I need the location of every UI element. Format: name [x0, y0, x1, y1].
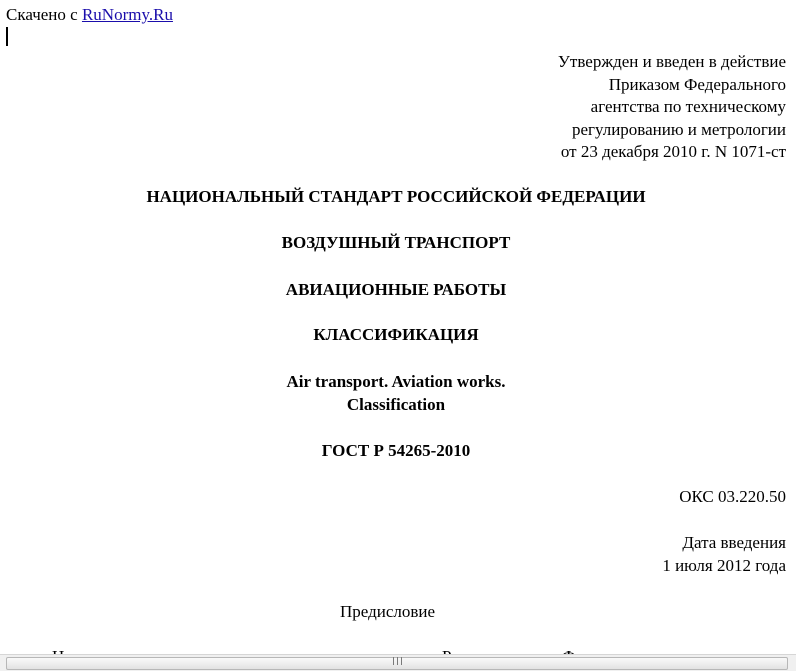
approval-block — [558, 51, 786, 164]
approval-line: от 23 декабря 2010 г. N 1071-ст — [560, 142, 786, 162]
source-line — [6, 5, 173, 25]
intro-date-value: 1 июля 2012 года — [662, 556, 786, 575]
approval-line: Утвержден и введен в действие — [557, 52, 786, 71]
english-title-line2: Classification — [346, 395, 446, 414]
text-cursor — [6, 27, 8, 46]
standard-part: КЛАССИФИКАЦИЯ — [313, 325, 479, 344]
horizontal-scrollbar[interactable] — [0, 654, 796, 671]
standard-subject: ВОЗДУШНЫЙ ТРАНСПОРТ — [281, 233, 511, 252]
standard-title: НАЦИОНАЛЬНЫЙ СТАНДАРТ РОССИЙСКОЙ ФЕДЕРАЦИИ — [146, 187, 646, 206]
standard-code: ГОСТ Р 54265-2010 — [321, 441, 471, 460]
english-title-line1: Air transport. Aviation works. — [286, 372, 506, 391]
standard-subtitle: АВИАЦИОННЫЕ РАБОТЫ — [285, 280, 507, 299]
intro-date-label: Дата введения — [682, 533, 786, 552]
oks-code: ОКС 03.220.50 — [679, 487, 786, 506]
scroll-grip-icon — [392, 657, 404, 665]
approval-line: Приказом Федерального — [608, 74, 786, 94]
source-link[interactable]: RuNormy.Ru — [81, 5, 173, 24]
approval-line: регулированию и метрологии — [571, 119, 786, 139]
preface-heading: Предисловие — [340, 602, 436, 621]
approval-line: агентства по техническому — [590, 97, 786, 117]
source-prefix: Скачено с — [6, 5, 78, 24]
